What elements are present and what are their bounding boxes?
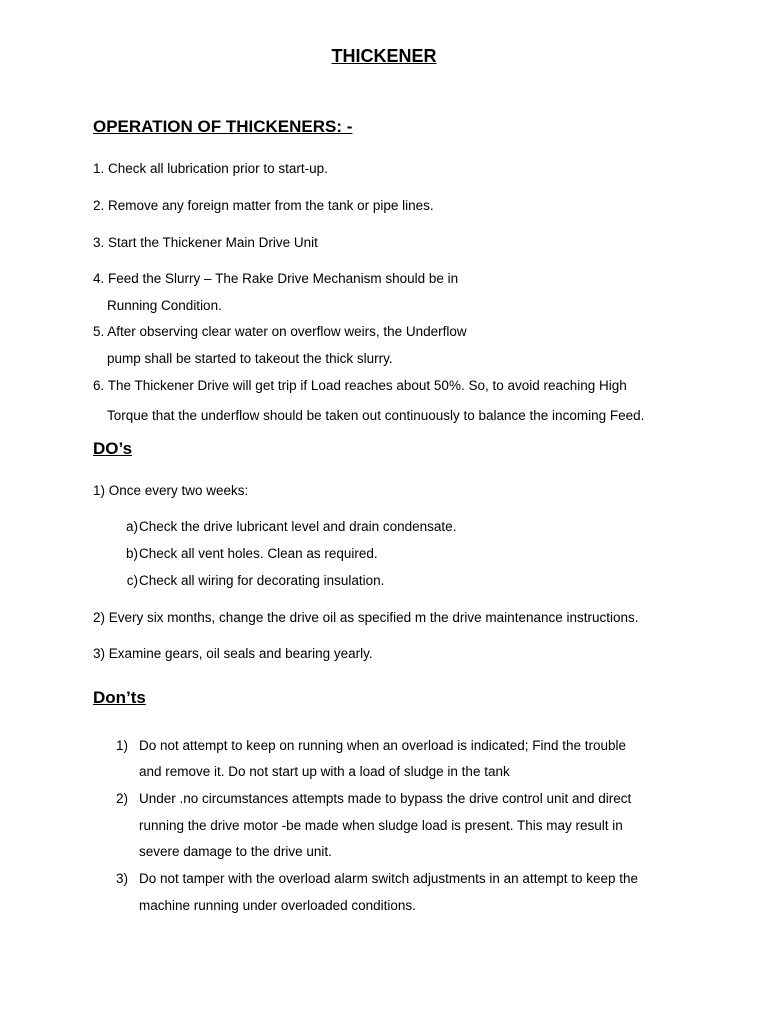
- operation-step: 1. Check all lubrication prior to start-up.: [93, 161, 328, 176]
- donts-item-marker: 1): [115, 738, 128, 753]
- donts-item-line: running the drive motor -be made when sludge load is present. This may result in: [139, 818, 623, 833]
- operation-step: 3. Start the Thickener Main Drive Unit: [93, 235, 318, 250]
- operation-step-continuation: Torque that the underflow should be taken out continuously to balance the incoming Feed.: [107, 408, 645, 423]
- operation-step-continuation: Running Condition.: [107, 298, 222, 313]
- dos-subitem-text: Check all wiring for decorating insulation.: [139, 573, 385, 588]
- donts-item-line: and remove it. Do not start up with a load of sludge in the tank: [139, 764, 510, 779]
- donts-item-line: Do not tamper with the overload alarm switch adjustments in an attempt to keep the: [139, 871, 639, 886]
- operation-step: 6. The Thickener Drive will get trip if Load reaches about 50%. So, to avoid reaching High: [93, 378, 627, 393]
- dos-heading: DO’s: [93, 439, 133, 458]
- operation-step: 5. After observing clear water on overflow weirs, the Underflow: [93, 324, 467, 339]
- operation-step-continuation: pump shall be started to takeout the thick slurry.: [107, 351, 393, 366]
- dos-subitem-marker: c): [126, 573, 138, 588]
- operation-step: 4. Feed the Slurry – The Rake Drive Mechanism should be in: [93, 271, 459, 286]
- donts-item-line: Do not attempt to keep on running when an overload is indicated; Find the trouble: [139, 738, 627, 753]
- dos-item: 2) Every six months, change the drive oil as specified m the drive maintenance instructions.: [93, 610, 639, 625]
- dos-subitem-marker: a): [125, 519, 138, 534]
- dos-item: 1) Once every two weeks:: [93, 483, 249, 498]
- donts-item-line: Under .no circumstances attempts made to bypass the drive control unit and direct: [139, 791, 632, 806]
- document-title: THICKENER: [331, 46, 437, 66]
- donts-item-marker: 3): [115, 871, 128, 886]
- operation-step: 2. Remove any foreign matter from the tank or pipe lines.: [93, 198, 434, 213]
- donts-item-marker: 2): [115, 791, 128, 806]
- dos-subitem-text: Check the drive lubricant level and drain condensate.: [139, 519, 457, 534]
- dos-item: 3) Examine gears, oil seals and bearing yearly.: [93, 646, 373, 661]
- donts-item-line: machine running under overloaded conditions.: [139, 898, 416, 913]
- operation-heading: OPERATION OF THICKENERS: -: [93, 117, 353, 136]
- donts-item-line: severe damage to the drive unit.: [139, 844, 332, 859]
- dos-subitem-text: Check all vent holes. Clean as required.: [139, 546, 378, 561]
- donts-heading: Don’ts: [93, 688, 146, 707]
- dos-subitem-marker: b): [125, 546, 138, 561]
